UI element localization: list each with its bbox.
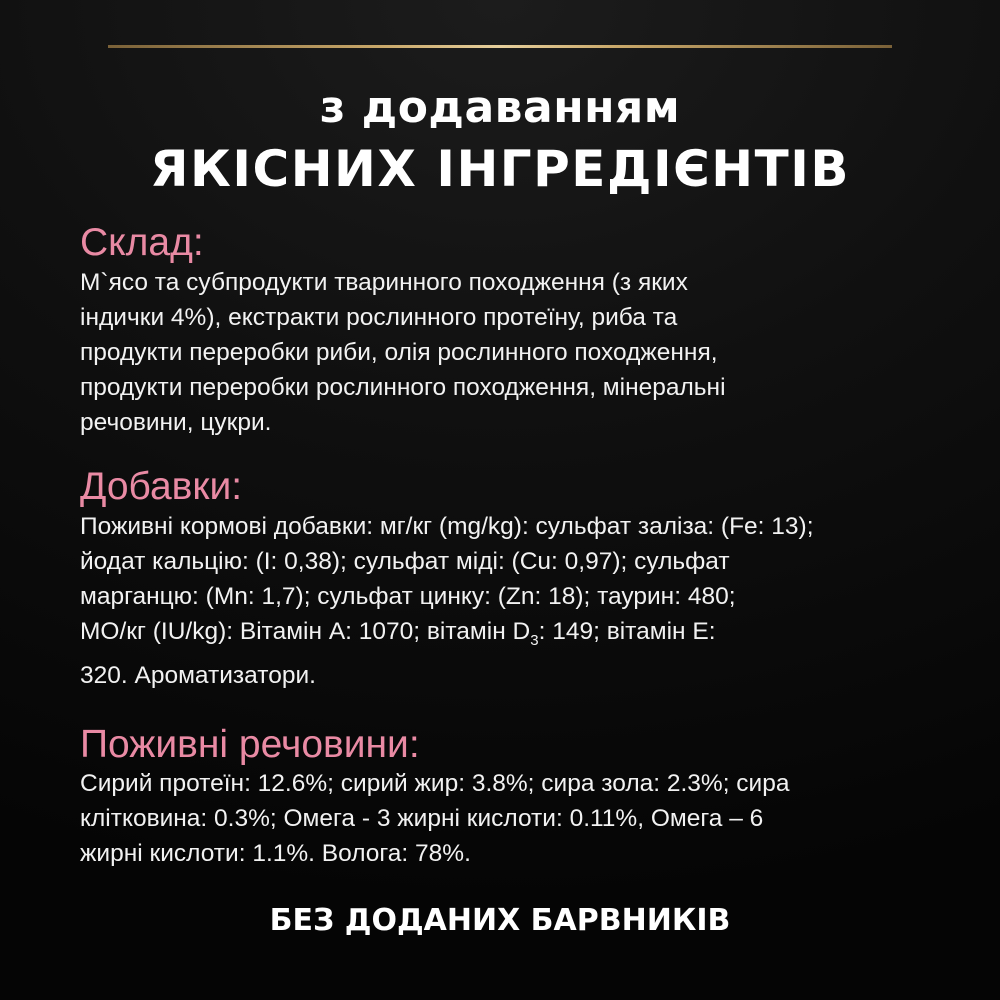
nutrients-line: клітковина: 0.3%; Омега - 3 жирні кислоти: 0.11%, Омега – 6 [80, 805, 764, 832]
additives-title: Добавки: [80, 465, 243, 508]
additives-line: 320. Ароматизатори. [80, 662, 316, 689]
additives-line: Поживні кормові добавки: мг/кг (mg/kg): сульфат заліза: (Fe: 13); [80, 513, 814, 540]
nutrients-text [80, 766, 940, 871]
nutrients-line: жирні кислоти: 1.1%. Волога: 78%. [80, 840, 471, 867]
headline-subtitle: з додаванням [319, 82, 681, 133]
additives-text [80, 509, 940, 693]
composition-line: продукти переробки рослинного походження, мінеральні [80, 374, 726, 401]
headline-title: ЯКІСНИХ ІНГРЕДІЄНТІВ [150, 140, 850, 198]
gold-divider-line [108, 45, 892, 48]
vitamin-d-subscript: 3 [530, 632, 539, 649]
vitamins-text-after: : 149; вітамін Е: [538, 618, 716, 645]
composition-line: М`ясо та субпродукти тваринного походження (з яких [80, 269, 688, 296]
no-dyes-note: БЕЗ ДОДАНИХ БАРВНИКІВ [269, 903, 731, 938]
composition-title: Склад: [80, 221, 204, 264]
additives-line-vitamins [80, 618, 716, 649]
additives-line: марганцю: (Mn: 1,7); сульфат цинку: (Zn: 18); таурин: 480; [80, 583, 736, 610]
composition-line: речовини, цукри. [80, 409, 272, 436]
composition-section [80, 222, 940, 440]
composition-line: продукти переробки риби, олія рослинного походження, [80, 339, 718, 366]
additives-line: йодат кальцію: (I: 0,38); сульфат міді: (Cu: 0,97); сульфат [80, 548, 730, 575]
composition-text [80, 265, 940, 440]
nutrients-line: Сирий протеїн: 12.6%; сирий жир: 3.8%; сира зола: 2.3%; сира [80, 770, 790, 797]
nutrients-section [80, 724, 940, 871]
vitamins-text-before: МО/кг (IU/kg): Вітамін А: 1070; вітамін D [80, 618, 531, 645]
additives-section [80, 466, 940, 693]
nutrients-title: Поживні речовини: [80, 723, 420, 766]
composition-line: індички 4%), екстракти рослинного протеїну, риба та [80, 304, 678, 331]
